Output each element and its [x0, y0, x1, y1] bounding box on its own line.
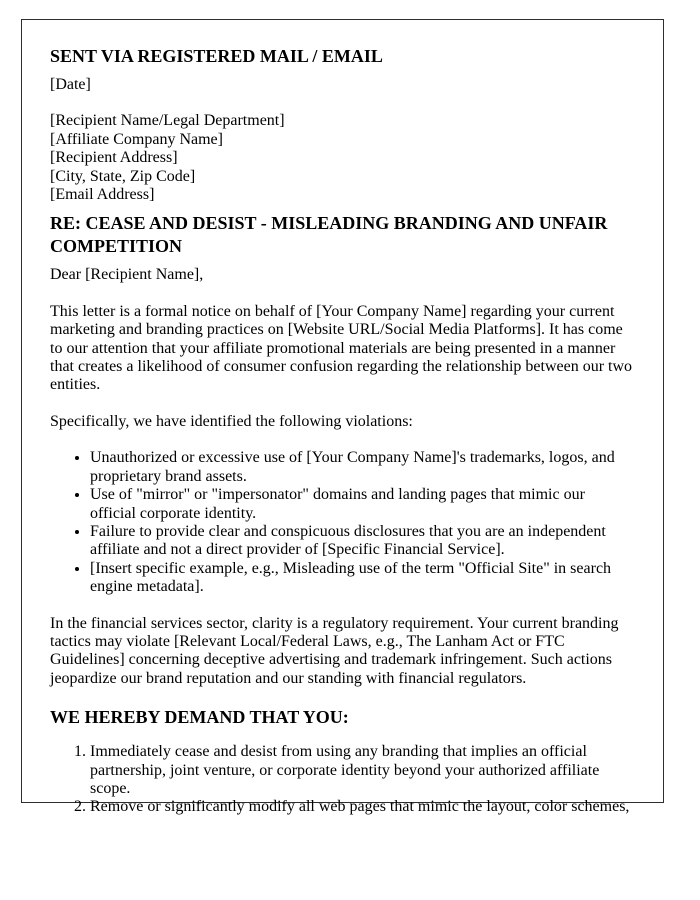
demands-heading: WE HEREBY DEMAND THAT YOU:	[50, 707, 349, 728]
demands-list	[50, 743, 633, 817]
violation-item: • Use of "mirror" or "impersonator" domains and landing pages that mimic our official corporate identity.	[90, 486, 633, 523]
legal-paragraph: In the financial services sector, clarity is a regulatory requirement. Your current branding tactics may violate [Relevant Local/Federal Laws, e.g., The Lanham Act or FTC Guidelines] concerning deceptive advertising and trademark infringement. Such actions jeopardize our brand reputation and our standing with financial regulators.	[50, 614, 619, 687]
delivery-method-line: SENT VIA REGISTERED MAIL / EMAIL	[50, 46, 383, 66]
demand-item: 1. Immediately cease and desist from using any branding that implies an official partnership, joint venture, or corporate identity beyond your authorized affiliate scope.	[90, 743, 633, 798]
intro-paragraph: This letter is a formal notice on behalf of [Your Company Name] regarding your current marketing and branding practices on [Website URL/Social Media Platforms]. It has come to our attention that your affiliate promotional materials are being presented in a manner that creates a likelihood of consumer confusion regarding the relationship between our two entities.	[50, 302, 633, 394]
violation-item: • [Insert specific example, e.g., Misleading use of the term "Official Site" in search engine metadata].	[90, 560, 633, 597]
recipient-address-block	[50, 112, 633, 204]
violations-list	[50, 449, 633, 596]
salutation: Dear [Recipient Name],	[50, 266, 204, 284]
letter-page	[21, 19, 664, 816]
date-placeholder: [Date]	[50, 76, 91, 93]
recipient-address-line: [Affiliate Company Name]	[50, 130, 223, 148]
violations-lead: Specifically, we have identified the following violations:	[50, 412, 413, 430]
violation-item: • Unauthorized or excessive use of [Your Company Name]'s trademarks, logos, and proprietary brand assets.	[90, 449, 633, 486]
recipient-address-line: [City, State, Zip Code]	[50, 167, 196, 185]
demand-item: 2. Remove or significantly modify all web pages that mimic the layout, color schemes,	[90, 798, 633, 816]
recipient-address-line: [Recipient Address]	[50, 149, 178, 167]
recipient-address-line: [Recipient Name/Legal Department]	[50, 112, 285, 130]
violation-item: • Failure to provide clear and conspicuous disclosures that you are an independent affiliate and not a direct provider of [Specific Financial Service].	[90, 523, 633, 560]
recipient-address-line: [Email Address]	[50, 186, 155, 204]
subject-line: RE: CEASE AND DESIST - MISLEADING BRANDING AND UNFAIR COMPETITION	[50, 213, 608, 257]
